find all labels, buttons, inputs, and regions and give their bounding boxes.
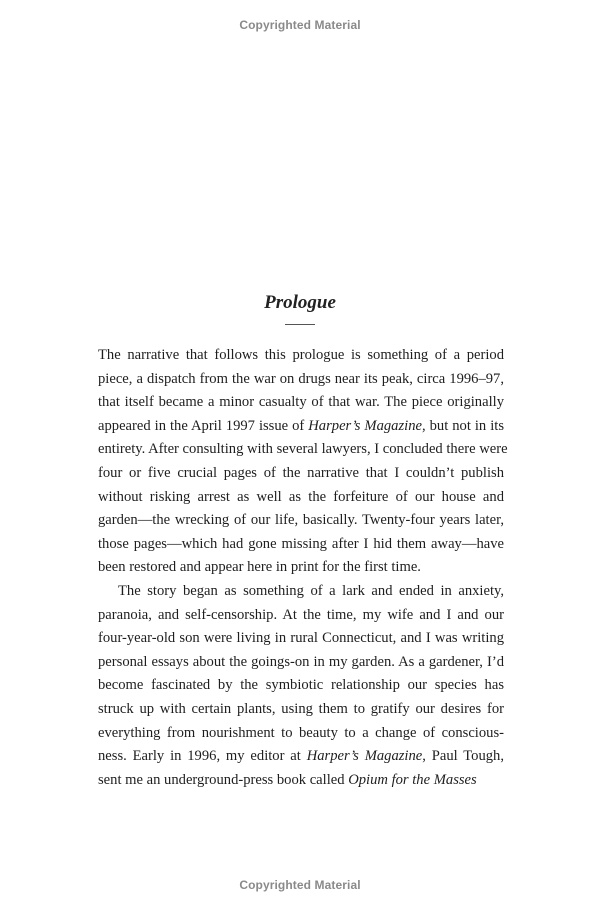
italic-title: Harper’s Magazine <box>308 417 422 434</box>
text-line: The story began as something of a lark and ended in anxiety, <box>118 582 504 599</box>
copyright-watermark-bottom: Copyrighted Material <box>239 878 361 892</box>
text-line: personal essays about the goings-on in my garden. As a gardener, I’d <box>98 653 504 670</box>
text-line: those pages—which had gone missing after I hid them away—have <box>98 535 504 552</box>
italic-title: Harper’s Magazine <box>306 748 423 765</box>
text-line: garden—the wrecking of our life, basically. Twenty-four years later, <box>98 512 504 529</box>
text-line: ness. Early in 1996, my editor at Harper’s Magazine, Paul Tough, <box>98 748 505 765</box>
text-line: piece, a dispatch from the war on drugs near its peak, circa 1996–97, <box>98 370 504 387</box>
text-line: sent me an underground-press book called Opium for the Masses <box>98 771 477 788</box>
copyright-watermark-top: Copyrighted Material <box>239 18 361 32</box>
text-line: four-year-old son were living in rural Connecticut, and I was writing <box>98 630 504 647</box>
chapter-title: Prologue <box>264 292 336 313</box>
text-line: The narrative that follows this prologue is something of a period <box>98 347 504 363</box>
text-line: been restored and appear here in print for the first time. <box>98 559 421 576</box>
italic-title: Opium for the Masses <box>348 771 477 788</box>
text-line: appeared in the April 1997 issue of Harper’s Magazine, but not in its <box>98 417 505 434</box>
paragraph <box>98 344 508 580</box>
title-divider <box>285 324 315 325</box>
text-line: struck up with certain plants, using them to gratify our desires for <box>98 700 504 717</box>
text-line: paranoia, and self-censorship. At the time, my wife and I and our <box>98 606 504 623</box>
body-text <box>98 344 508 792</box>
text-line: without risking arrest as well as the forfeiture of our house and <box>98 488 504 505</box>
text-line: that itself became a minor casualty of that war. The piece originally <box>98 394 504 411</box>
text-line: become fascinated by the symbiotic relationship our species has <box>98 677 504 694</box>
text-line: entirety. After consulting with several lawyers, I concluded there were <box>98 441 508 458</box>
paragraph <box>98 580 504 792</box>
text-line: everything from nourishment to beauty to a change of conscious- <box>98 724 504 741</box>
text-line: four or five crucial pages of the narrative that I couldn’t publish <box>98 464 504 481</box>
